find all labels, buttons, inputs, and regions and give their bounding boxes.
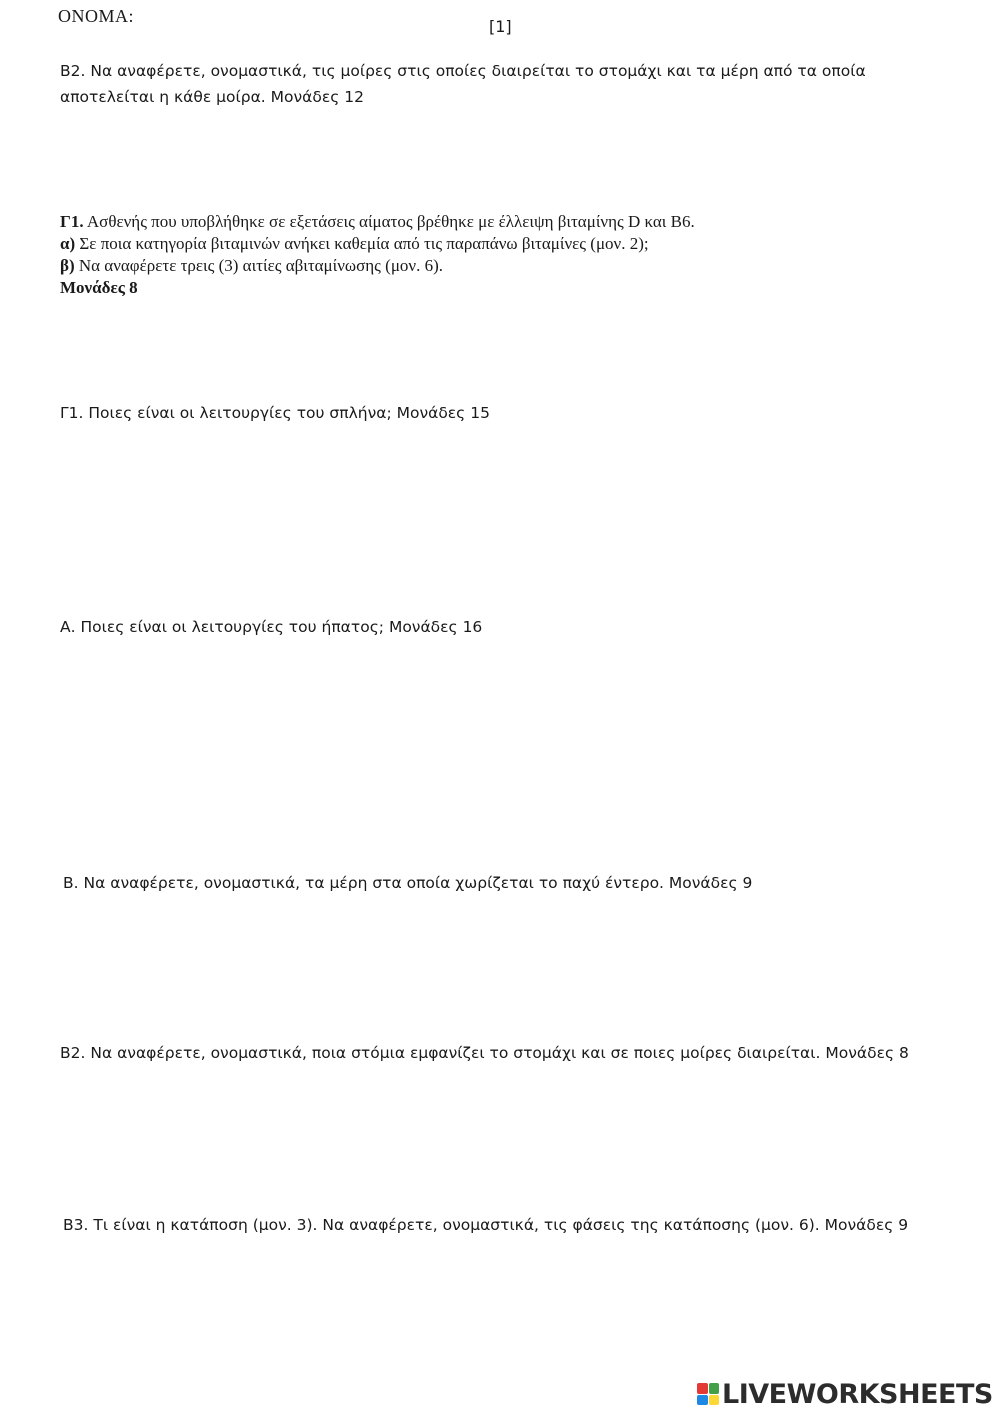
logo-text: LIVEWORKSHEETS — [722, 1378, 993, 1410]
question-g1-stem — [60, 211, 960, 233]
question-label: Γ1. — [60, 212, 84, 231]
logo-square — [697, 1383, 708, 1394]
name-label: ΟΝΟΜΑ: — [58, 6, 135, 26]
page-number: [1] — [489, 17, 512, 36]
question-text: Ασθενής που υποβλήθηκε σε εξετάσεις αίματος βρέθηκε με έλλειψη βιταμίνης D και Β6. — [83, 212, 695, 231]
subquestion-label: α) — [60, 234, 76, 253]
question-b-large-intestine: Β. Να αναφέρετε, ονομαστικά, τα μέρη στα οποία χωρίζεται το παχύ έντερο. Μονάδες 9 — [63, 874, 753, 892]
logo-square — [697, 1395, 708, 1406]
question-b2-stomach-openings: Β2. Να αναφέρετε, ονομαστικά, ποια στόμια εμφανίζει το στομάχι και σε ποιες μοίρες διαιρείται. Μονάδες 8 — [60, 1044, 909, 1062]
subquestion-a — [60, 233, 960, 255]
question-b2-stomach-parts: Β2. Να αναφέρετε, ονομαστικά, τις μοίρες στις οποίες διαιρείται το στομάχι και τα μέρη από τα οποία αποτελείται η κάθε μοίρα. Μονάδες 12 — [60, 62, 866, 106]
logo-icon — [697, 1383, 719, 1405]
logo-square — [709, 1383, 720, 1394]
subquestion-b — [60, 255, 960, 277]
subquestion-label: β) — [60, 256, 75, 275]
subquestion-text: Να αναφέρετε τρεις (3) αιτίες αβιταμίνωσης (μον. 6). — [74, 256, 444, 275]
points-label: Μονάδες 8 — [60, 278, 138, 297]
question-g1-vitamins — [60, 211, 960, 299]
question-b3-swallowing: Β3. Τι είναι η κατάποση (μον. 3). Να αναφέρετε, ονομαστικά, τις φάσεις της κατάποσης (μον. 6). Μονάδες 9 — [63, 1216, 909, 1234]
subquestion-text: Σε ποια κατηγορία βιταμινών ανήκει καθεμία από τις παραπάνω βιταμίνες (μον. 2); — [75, 234, 649, 253]
liveworksheets-logo — [697, 1376, 993, 1412]
question-a-liver: Α. Ποιες είναι οι λειτουργίες του ήπατος; Μονάδες 16 — [60, 618, 483, 636]
logo-square — [709, 1395, 720, 1406]
question-g1-spleen: Γ1. Ποιες είναι οι λειτουργίες του σπλήνα; Μονάδες 15 — [60, 404, 490, 422]
